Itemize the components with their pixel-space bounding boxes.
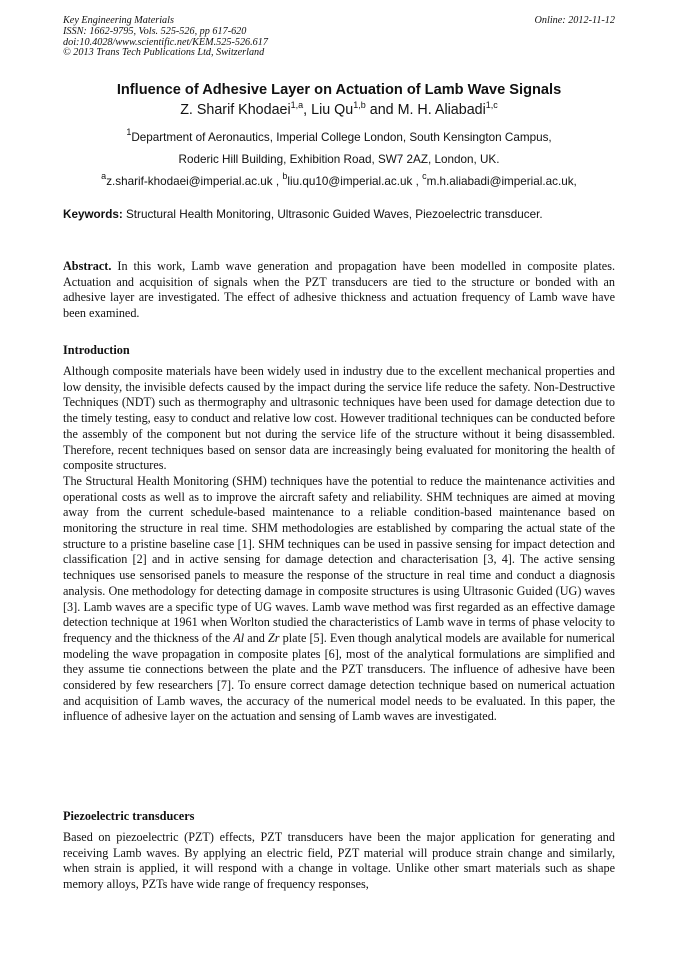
abstract-paragraph	[63, 259, 615, 322]
author-separator: and	[365, 102, 398, 118]
email-address: liu.qu10@imperial.ac.uk	[287, 175, 413, 188]
online-date: Online: 2012-11-12	[534, 15, 615, 26]
paragraph: Although composite materials have been widely used in industry due to the excellent mechanical properties and low density, the invisible defects caused by the impact during the service life reduce the safety. Non-Destructive Techniques (NDT) such as thermography and ultrasonic techniques have been used for damage detection due to the timely testing, easy to conduct and relative low cost. However traditional techniques can be conducted before the assembly of the component but not during the service life of the structure without it being disassembled. Therefore, recent techniques based on sensor data are increasingly being evaluated for monitoring the health of composite structures.	[63, 364, 615, 473]
introduction-body	[63, 364, 615, 725]
abstract-label: Abstract.	[63, 259, 112, 273]
piezo-body	[63, 830, 615, 893]
email-address: m.h.aliabadi@imperial.ac.uk,	[426, 175, 577, 188]
section-heading-introduction: Introduction	[63, 343, 130, 357]
affiliation-text: Department of Aeronautics, Imperial College London, South Kensington Campus,	[131, 131, 552, 144]
email-separator: ,	[412, 175, 423, 188]
paragraph	[63, 474, 615, 725]
affiliation-superscript: 1	[126, 127, 132, 137]
keywords-text: Structural Health Monitoring, Ultrasonic Guided Waves, Piezoelectric transducer.	[122, 208, 543, 221]
paper-title: Influence of Adhesive Layer on Actuation of Lamb Wave Signals	[116, 82, 562, 98]
author-superscript: 1,b	[353, 100, 366, 110]
section-heading-piezo: Piezoelectric transducers	[63, 809, 195, 823]
email-separator: ,	[272, 175, 283, 188]
journal-name: Key Engineering Materials	[63, 15, 174, 26]
keywords	[63, 208, 623, 221]
issn-line: ISSN: 1662-9795, Vols. 525-526, pp 617-620	[63, 25, 247, 37]
abstract-text: In this work, Lamb wave generation and propagation have been modelled in composite plates. Actuation and acquisition of signals when the PZT transducers are tied to the structure or bonded with an adhesive layer are investigated. The effect of adhesive thickness and actuation frequency of Lamb wave have been examined.	[63, 259, 615, 321]
author-separator: ,	[303, 102, 312, 118]
affiliation-line-1	[0, 127, 678, 144]
email-line	[0, 171, 678, 188]
email-superscript: b	[282, 171, 288, 181]
affiliation-line-2: Roderic Hill Building, Exhibition Road, SW7 2AZ, London, UK.	[178, 153, 500, 166]
author-superscript: 1,c	[485, 100, 498, 110]
paragraph-text: and	[244, 630, 269, 645]
keywords-label: Keywords:	[63, 208, 123, 221]
italic-zr: Zr	[268, 630, 280, 645]
paragraph: Based on piezoelectric (PZT) effects, PZT transducers have been the major application for generating and receiving Lamb waves. By applying an electric field, PZT material will produce strain change and similarly, when strain is applied, it will respond with a change in voltage. Unlike other smart materials such as shape memory alloys, PZTs have wide range of frequency responses,	[63, 830, 615, 892]
author-list	[0, 102, 678, 118]
copyright-line: © 2013 Trans Tech Publications Ltd, Switzerland	[63, 47, 265, 59]
email-address: z.sharif-khodaei@imperial.ac.uk	[106, 175, 273, 188]
italic-al: Al	[233, 630, 245, 645]
journal-header	[63, 16, 615, 59]
paragraph-text: plate [5]. Even though analytical models are available for numerical modeling the wave propagation in composite plates [6], most of the analytical formulations are simplified and they assume tie connections between the plate and the PZT transducers. The influence of adhesive have been considered by few researchers [7]. To ensure correct damage detection technique based on numerical actuation and acquisition of Lamb waves, the accuracy of the numerical model needs to be evaluated. In this paper, the influence of adhesive layer on the actuation and sensing of Lamb waves are investigated.	[63, 630, 615, 724]
abstract	[63, 259, 615, 322]
email-superscript: a	[101, 171, 107, 181]
author-name: Z. Sharif Khodaei	[180, 102, 291, 118]
author-name: Liu Qu	[311, 102, 354, 118]
paragraph-text: The Structural Health Monitoring (SHM) techniques have the potential to reduce the maintenance activities and operational costs as well as to improve the aircraft safety and reliability. SHM techniques are aimed at moving away from the current schedule-based maintenance to a reliable condition-based maintenance based on monitoring the structure in real time. SHM methodologies are established by comparing the actual state of the structure to a pristine baseline case [1]. SHM techniques can be used in passive sensing for impact detection and classification [2] and in active sensing for damage detection and characterisation [3, 4]. The active sensing techniques use sensorised panels to measure the response of the structure in real time and conduct a diagnosis analysis. One methodology for detecting damage in composite structures is using Ultrasonic Guided (UG) waves [3]. Lamb waves are a specific type of UG waves. Lamb wave method was first regarded as an effective damage detection technique at 1961 when Worlton studied the characteristics of Lamb wave in terms of phase velocity to frequency and the thickness of the	[63, 473, 615, 645]
email-superscript: c	[422, 171, 427, 181]
author-name: M. H. Aliabadi	[397, 102, 486, 118]
author-superscript: 1,a	[290, 100, 304, 110]
doi-line: doi:10.4028/www.scientific.net/KEM.525-526.617	[63, 36, 268, 48]
